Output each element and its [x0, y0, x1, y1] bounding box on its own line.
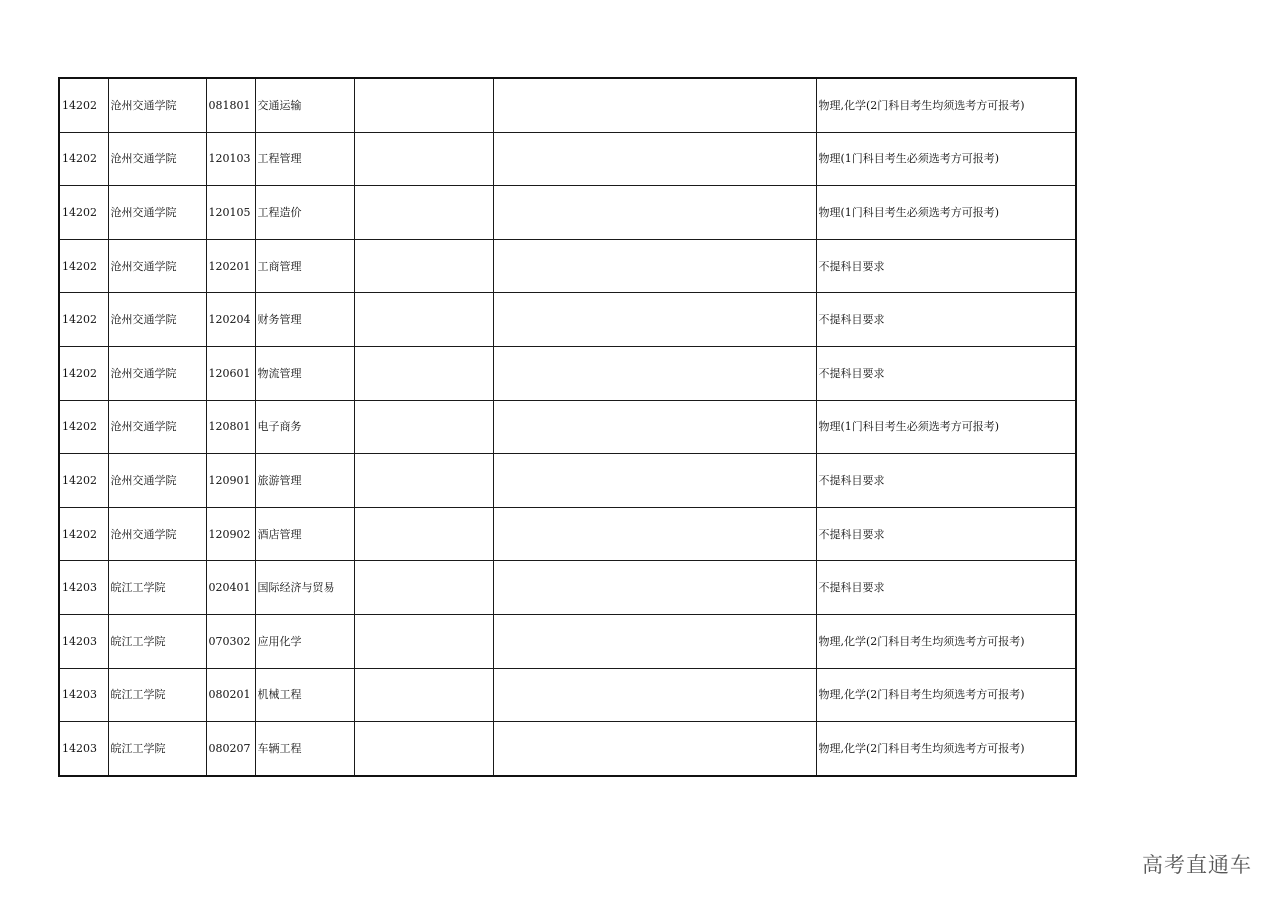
major-code-cell: 120801: [206, 400, 255, 454]
school-name-cell: 沧州交通学院: [108, 507, 206, 561]
blank-cell: [354, 507, 493, 561]
major-name-cell: 旅游管理: [255, 454, 354, 508]
school-name-cell: 沧州交通学院: [108, 78, 206, 132]
school-code-cell: 14202: [59, 346, 108, 400]
school-code-cell: 14203: [59, 668, 108, 722]
major-code-cell: 070302: [206, 614, 255, 668]
blank-cell: [493, 722, 816, 776]
major-name-cell: 电子商务: [255, 400, 354, 454]
school-name-cell: 沧州交通学院: [108, 400, 206, 454]
school-code-cell: 14202: [59, 186, 108, 240]
major-code-cell: 120105: [206, 186, 255, 240]
school-name-cell: 沧州交通学院: [108, 239, 206, 293]
school-name-cell: 皖江工学院: [108, 668, 206, 722]
blank-cell: [493, 78, 816, 132]
major-code-cell: 120901: [206, 454, 255, 508]
table-row: [59, 293, 1076, 347]
major-code-cell: 080207: [206, 722, 255, 776]
table-row: [59, 668, 1076, 722]
school-name-cell: 皖江工学院: [108, 614, 206, 668]
school-name-cell: 沧州交通学院: [108, 186, 206, 240]
table-row: [59, 614, 1076, 668]
subject-requirement-cell: 物理,化学(2门科目考生均须选考方可报考): [816, 668, 1076, 722]
school-code-cell: 14203: [59, 614, 108, 668]
blank-cell: [354, 614, 493, 668]
major-name-cell: 工程管理: [255, 132, 354, 186]
school-name-cell: 沧州交通学院: [108, 293, 206, 347]
blank-cell: [354, 293, 493, 347]
blank-cell: [493, 668, 816, 722]
major-name-cell: 国际经济与贸易: [255, 561, 354, 615]
school-name-cell: 沧州交通学院: [108, 454, 206, 508]
major-name-cell: 工程造价: [255, 186, 354, 240]
table-row: [59, 454, 1076, 508]
table-row: [59, 132, 1076, 186]
major-name-cell: 酒店管理: [255, 507, 354, 561]
school-code-cell: 14203: [59, 722, 108, 776]
subject-requirement-cell: 不提科目要求: [816, 239, 1076, 293]
blank-cell: [354, 668, 493, 722]
major-name-cell: 工商管理: [255, 239, 354, 293]
blank-cell: [354, 400, 493, 454]
table-row: [59, 400, 1076, 454]
subject-requirement-cell: 不提科目要求: [816, 507, 1076, 561]
major-name-cell: 机械工程: [255, 668, 354, 722]
school-code-cell: 14202: [59, 78, 108, 132]
school-code-cell: 14202: [59, 132, 108, 186]
school-name-cell: 皖江工学院: [108, 722, 206, 776]
table-body: [59, 78, 1076, 776]
subject-requirement-cell: 不提科目要求: [816, 346, 1076, 400]
subject-requirement-cell: 物理(1门科目考生必须选考方可报考): [816, 186, 1076, 240]
major-code-cell: 120902: [206, 507, 255, 561]
table-row: [59, 186, 1076, 240]
major-code-cell: 120103: [206, 132, 255, 186]
subject-requirement-cell: 不提科目要求: [816, 561, 1076, 615]
blank-cell: [354, 346, 493, 400]
blank-cell: [493, 561, 816, 615]
major-code-cell: 120601: [206, 346, 255, 400]
school-code-cell: 14202: [59, 507, 108, 561]
school-name-cell: 沧州交通学院: [108, 346, 206, 400]
table-row: [59, 346, 1076, 400]
watermark-logo: 高考直通车: [1142, 853, 1252, 877]
major-name-cell: 物流管理: [255, 346, 354, 400]
subject-requirement-cell: 物理(1门科目考生必须选考方可报考): [816, 400, 1076, 454]
school-code-cell: 14202: [59, 400, 108, 454]
table-row: [59, 561, 1076, 615]
subject-requirement-cell: 物理(1门科目考生必须选考方可报考): [816, 132, 1076, 186]
blank-cell: [354, 186, 493, 240]
blank-cell: [354, 132, 493, 186]
school-name-cell: 沧州交通学院: [108, 132, 206, 186]
blank-cell: [354, 454, 493, 508]
table-row: [59, 78, 1076, 132]
blank-cell: [493, 507, 816, 561]
school-code-cell: 14202: [59, 293, 108, 347]
subject-requirement-cell: 不提科目要求: [816, 293, 1076, 347]
blank-cell: [493, 293, 816, 347]
major-name-cell: 应用化学: [255, 614, 354, 668]
table-row: [59, 507, 1076, 561]
major-name-cell: 车辆工程: [255, 722, 354, 776]
major-code-cell: 120204: [206, 293, 255, 347]
major-name-cell: 交通运输: [255, 78, 354, 132]
blank-cell: [354, 722, 493, 776]
blank-cell: [493, 614, 816, 668]
blank-cell: [493, 239, 816, 293]
blank-cell: [354, 239, 493, 293]
blank-cell: [354, 561, 493, 615]
school-code-cell: 14202: [59, 454, 108, 508]
blank-cell: [493, 400, 816, 454]
table-row: [59, 239, 1076, 293]
major-code-cell: 080201: [206, 668, 255, 722]
school-code-cell: 14202: [59, 239, 108, 293]
subject-requirement-cell: 物理,化学(2门科目考生均须选考方可报考): [816, 614, 1076, 668]
subject-requirement-cell: 物理,化学(2门科目考生均须选考方可报考): [816, 78, 1076, 132]
school-name-cell: 皖江工学院: [108, 561, 206, 615]
blank-cell: [493, 346, 816, 400]
blank-cell: [493, 186, 816, 240]
requirements-table: [58, 77, 1077, 777]
table-row: [59, 722, 1076, 776]
blank-cell: [354, 78, 493, 132]
major-code-cell: 020401: [206, 561, 255, 615]
blank-cell: [493, 132, 816, 186]
subject-requirement-cell: 不提科目要求: [816, 454, 1076, 508]
major-code-cell: 120201: [206, 239, 255, 293]
major-code-cell: 081801: [206, 78, 255, 132]
blank-cell: [493, 454, 816, 508]
school-code-cell: 14203: [59, 561, 108, 615]
subject-requirement-cell: 物理,化学(2门科目考生均须选考方可报考): [816, 722, 1076, 776]
major-name-cell: 财务管理: [255, 293, 354, 347]
